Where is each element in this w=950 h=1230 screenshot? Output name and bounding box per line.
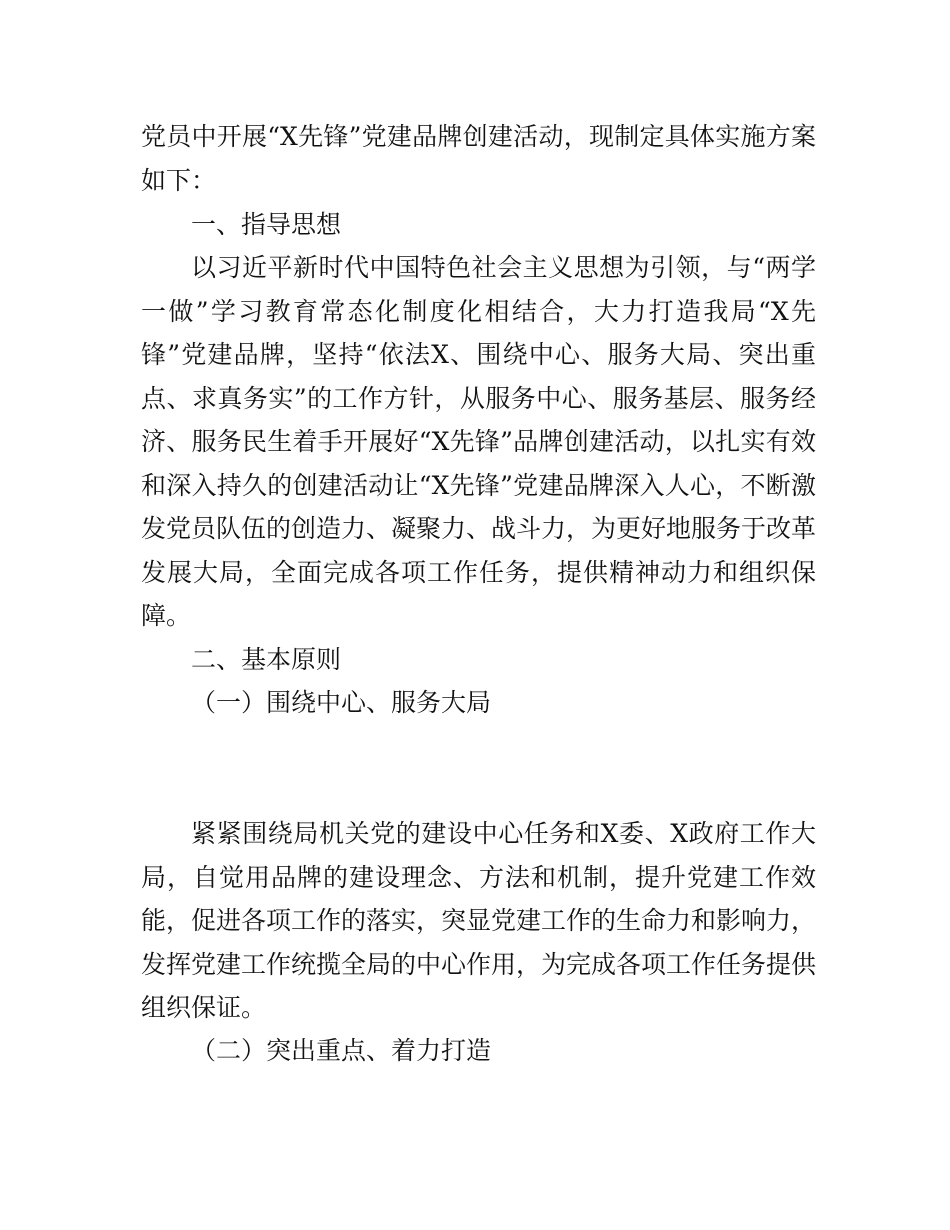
section-1-body: 以习近平新时代中国特色社会主义思想为引领，与“两学一做”学习教育常态化制度化相结合，大力打造我局“X先锋”党建品牌，坚持“依法X、围绕中心、服务大局、突出重点、求真务实”的工作方针，从服务中心、服务基层、服务经济、服务民生着手开展好“X先锋”品牌创建活动，以扎实有效和深入持久的创建活动让“X先锋”党建品牌深入人心，不断激发党员队伍的创造力、凝聚力、战斗力，为更好地服务于改革发展大局，全面完成各项工作任务，提供精神动力和组织保障。 [141,253,817,630]
section-2-heading: 二、基本原则 [191,645,342,674]
intro-paragraph: 党员中开展“X先锋”党建品牌创建活动，现制定具体实施方案如下： [141,122,816,195]
subsection-1-body: 紧紧围绕局机关党的建设中心任务和X委、X政府工作大局，自觉用品牌的建设理念、方法和机制，提升党建工作效能，促进各项工作的落实，突显党建工作的生命力和影响力，发挥党建工作统揽全局的中心作用，为完成各项工作任务提供组织保证。 [141,819,817,1022]
subsection-2-heading: （二）突出重点、着力打造 [191,1036,492,1065]
subsection-1-heading: （一）围绕中心、服务大局 [191,688,492,717]
section-1-heading: 一、指导思想 [191,210,342,239]
